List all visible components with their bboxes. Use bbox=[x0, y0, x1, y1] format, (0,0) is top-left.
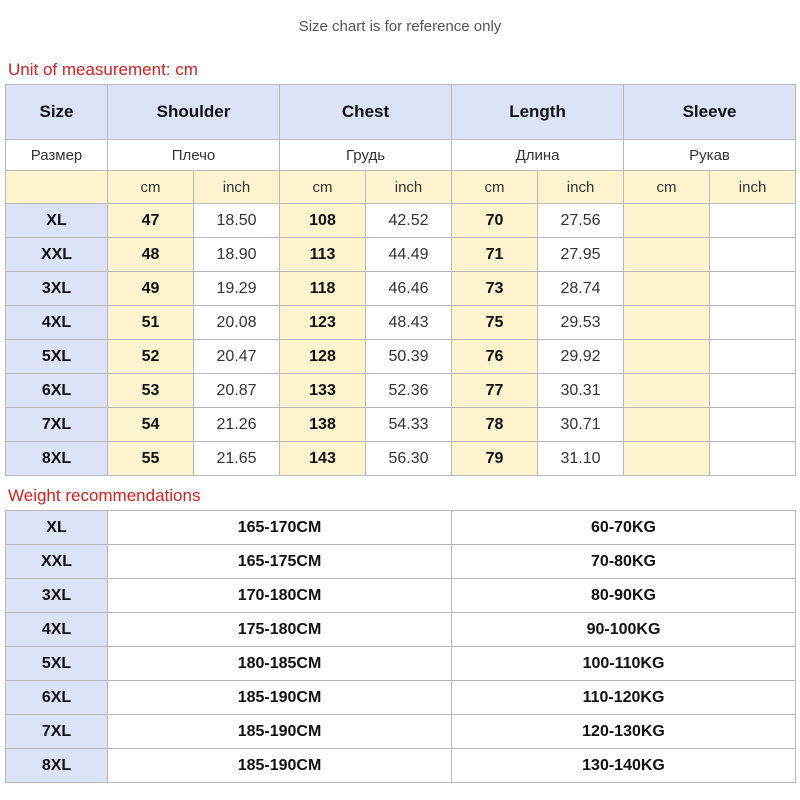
cell-chest-in: 56.30 bbox=[366, 442, 452, 476]
cell-length-in: 29.92 bbox=[538, 340, 624, 374]
cell-shoulder-cm: 55 bbox=[108, 442, 194, 476]
cell-shoulder-cm: 53 bbox=[108, 374, 194, 408]
weight-cell-weight: 130-140KG bbox=[452, 749, 796, 783]
cell-size: 6XL bbox=[6, 374, 108, 408]
cell-shoulder-in: 18.50 bbox=[194, 204, 280, 238]
weight-cell-height: 185-190CM bbox=[108, 749, 452, 783]
cell-length-in: 30.31 bbox=[538, 374, 624, 408]
weight-cell-weight: 80-90KG bbox=[452, 579, 796, 613]
cell-sleeve-cm bbox=[624, 408, 710, 442]
cell-shoulder-in: 19.29 bbox=[194, 272, 280, 306]
unit-cm: cm bbox=[452, 171, 538, 204]
cell-chest-cm: 108 bbox=[280, 204, 366, 238]
cell-sleeve-in bbox=[710, 204, 796, 238]
cell-chest-in: 48.43 bbox=[366, 306, 452, 340]
unit-cm: cm bbox=[624, 171, 710, 204]
size-section-title: Unit of measurement: cm bbox=[8, 60, 198, 79]
weight-cell-weight: 100-110KG bbox=[452, 647, 796, 681]
weight-cell-size: 3XL bbox=[6, 579, 108, 613]
cell-sleeve-cm bbox=[624, 340, 710, 374]
table-row bbox=[6, 306, 796, 340]
table-row bbox=[6, 681, 796, 715]
cell-chest-cm: 138 bbox=[280, 408, 366, 442]
header-length-ru: Длина bbox=[452, 140, 624, 171]
weight-cell-height: 165-170CM bbox=[108, 511, 452, 545]
cell-shoulder-in: 20.87 bbox=[194, 374, 280, 408]
weight-cell-size: 4XL bbox=[6, 613, 108, 647]
cell-length-cm: 70 bbox=[452, 204, 538, 238]
weight-cell-weight: 120-130KG bbox=[452, 715, 796, 749]
cell-shoulder-cm: 54 bbox=[108, 408, 194, 442]
cell-shoulder-cm: 48 bbox=[108, 238, 194, 272]
table-row bbox=[6, 647, 796, 681]
cell-shoulder-in: 21.65 bbox=[194, 442, 280, 476]
table-row bbox=[6, 579, 796, 613]
cell-sleeve-cm bbox=[624, 306, 710, 340]
weight-cell-height: 175-180CM bbox=[108, 613, 452, 647]
weight-cell-height: 170-180CM bbox=[108, 579, 452, 613]
cell-shoulder-in: 20.47 bbox=[194, 340, 280, 374]
cell-sleeve-in bbox=[710, 442, 796, 476]
header-size: Size bbox=[6, 85, 108, 140]
cell-size: 3XL bbox=[6, 272, 108, 306]
units-row bbox=[6, 171, 796, 204]
header-size-ru: Размер bbox=[6, 140, 108, 171]
header-shoulder-ru: Плечо bbox=[108, 140, 280, 171]
cell-shoulder-in: 21.26 bbox=[194, 408, 280, 442]
unit-inch: inch bbox=[194, 171, 280, 204]
cell-chest-in: 50.39 bbox=[366, 340, 452, 374]
weight-cell-weight: 90-100KG bbox=[452, 613, 796, 647]
header-length: Length bbox=[452, 85, 624, 140]
cell-length-cm: 78 bbox=[452, 408, 538, 442]
cell-length-cm: 79 bbox=[452, 442, 538, 476]
cell-chest-in: 54.33 bbox=[366, 408, 452, 442]
cell-length-cm: 73 bbox=[452, 272, 538, 306]
table-row bbox=[6, 272, 796, 306]
cell-length-cm: 75 bbox=[452, 306, 538, 340]
weight-cell-weight: 110-120KG bbox=[452, 681, 796, 715]
cell-chest-cm: 128 bbox=[280, 340, 366, 374]
weight-table-body bbox=[6, 511, 796, 783]
cell-sleeve-in bbox=[710, 374, 796, 408]
cell-shoulder-cm: 52 bbox=[108, 340, 194, 374]
cell-chest-cm: 118 bbox=[280, 272, 366, 306]
cell-size: 5XL bbox=[6, 340, 108, 374]
header-sleeve: Sleeve bbox=[624, 85, 796, 140]
table-row bbox=[6, 545, 796, 579]
unit-inch: inch bbox=[710, 171, 796, 204]
weight-cell-weight: 70-80KG bbox=[452, 545, 796, 579]
header-sleeve-ru: Рукав bbox=[624, 140, 796, 171]
table-row bbox=[6, 340, 796, 374]
cell-chest-in: 46.46 bbox=[366, 272, 452, 306]
cell-chest-cm: 133 bbox=[280, 374, 366, 408]
table-row bbox=[6, 715, 796, 749]
cell-length-in: 30.71 bbox=[538, 408, 624, 442]
cell-shoulder-cm: 47 bbox=[108, 204, 194, 238]
cell-chest-in: 52.36 bbox=[366, 374, 452, 408]
cell-length-cm: 76 bbox=[452, 340, 538, 374]
cell-size: 4XL bbox=[6, 306, 108, 340]
weight-cell-height: 185-190CM bbox=[108, 681, 452, 715]
cell-length-cm: 71 bbox=[452, 238, 538, 272]
cell-sleeve-cm bbox=[624, 272, 710, 306]
weight-cell-size: 8XL bbox=[6, 749, 108, 783]
header-chest: Chest bbox=[280, 85, 452, 140]
cell-shoulder-cm: 49 bbox=[108, 272, 194, 306]
cell-size: XL bbox=[6, 204, 108, 238]
cell-size: 7XL bbox=[6, 408, 108, 442]
cell-shoulder-in: 20.08 bbox=[194, 306, 280, 340]
weight-cell-weight: 60-70KG bbox=[452, 511, 796, 545]
cell-sleeve-in bbox=[710, 238, 796, 272]
cell-shoulder-cm: 51 bbox=[108, 306, 194, 340]
weight-recommendation-table bbox=[5, 510, 796, 783]
table-row bbox=[6, 238, 796, 272]
cell-length-in: 27.95 bbox=[538, 238, 624, 272]
cell-sleeve-in bbox=[710, 272, 796, 306]
header-chest-ru: Грудь bbox=[280, 140, 452, 171]
weight-cell-size: 6XL bbox=[6, 681, 108, 715]
weight-cell-height: 180-185CM bbox=[108, 647, 452, 681]
table-row bbox=[6, 374, 796, 408]
units-blank bbox=[6, 171, 108, 204]
size-chart-body bbox=[6, 204, 796, 476]
table-row bbox=[6, 442, 796, 476]
header-shoulder: Shoulder bbox=[108, 85, 280, 140]
cell-sleeve-in bbox=[710, 306, 796, 340]
weight-section-title: Weight recommendations bbox=[8, 486, 201, 505]
cell-chest-in: 42.52 bbox=[366, 204, 452, 238]
unit-inch: inch bbox=[538, 171, 624, 204]
weight-cell-size: XL bbox=[6, 511, 108, 545]
table-row bbox=[6, 749, 796, 783]
reference-note: Size chart is for reference only bbox=[298, 18, 502, 35]
cell-length-in: 29.53 bbox=[538, 306, 624, 340]
cell-shoulder-in: 18.90 bbox=[194, 238, 280, 272]
cell-sleeve-in bbox=[710, 340, 796, 374]
cell-size: XXL bbox=[6, 238, 108, 272]
unit-cm: cm bbox=[108, 171, 194, 204]
weight-cell-size: XXL bbox=[6, 545, 108, 579]
cell-length-in: 27.56 bbox=[538, 204, 624, 238]
table-row bbox=[6, 204, 796, 238]
cell-sleeve-in bbox=[710, 408, 796, 442]
table-row bbox=[6, 511, 796, 545]
weight-cell-height: 185-190CM bbox=[108, 715, 452, 749]
weight-cell-size: 5XL bbox=[6, 647, 108, 681]
cell-sleeve-cm bbox=[624, 204, 710, 238]
cell-chest-cm: 143 bbox=[280, 442, 366, 476]
table-row bbox=[6, 613, 796, 647]
table-row bbox=[6, 408, 796, 442]
cell-sleeve-cm bbox=[624, 442, 710, 476]
cell-chest-in: 44.49 bbox=[366, 238, 452, 272]
header-row-russian bbox=[6, 140, 796, 171]
cell-chest-cm: 113 bbox=[280, 238, 366, 272]
cell-length-in: 31.10 bbox=[538, 442, 624, 476]
cell-chest-cm: 123 bbox=[280, 306, 366, 340]
header-row bbox=[6, 85, 796, 140]
cell-size: 8XL bbox=[6, 442, 108, 476]
size-chart-table bbox=[5, 84, 796, 476]
unit-cm: cm bbox=[280, 171, 366, 204]
cell-sleeve-cm bbox=[624, 238, 710, 272]
unit-inch: inch bbox=[366, 171, 452, 204]
cell-length-cm: 77 bbox=[452, 374, 538, 408]
weight-cell-size: 7XL bbox=[6, 715, 108, 749]
cell-length-in: 28.74 bbox=[538, 272, 624, 306]
cell-sleeve-cm bbox=[624, 374, 710, 408]
weight-cell-height: 165-175CM bbox=[108, 545, 452, 579]
